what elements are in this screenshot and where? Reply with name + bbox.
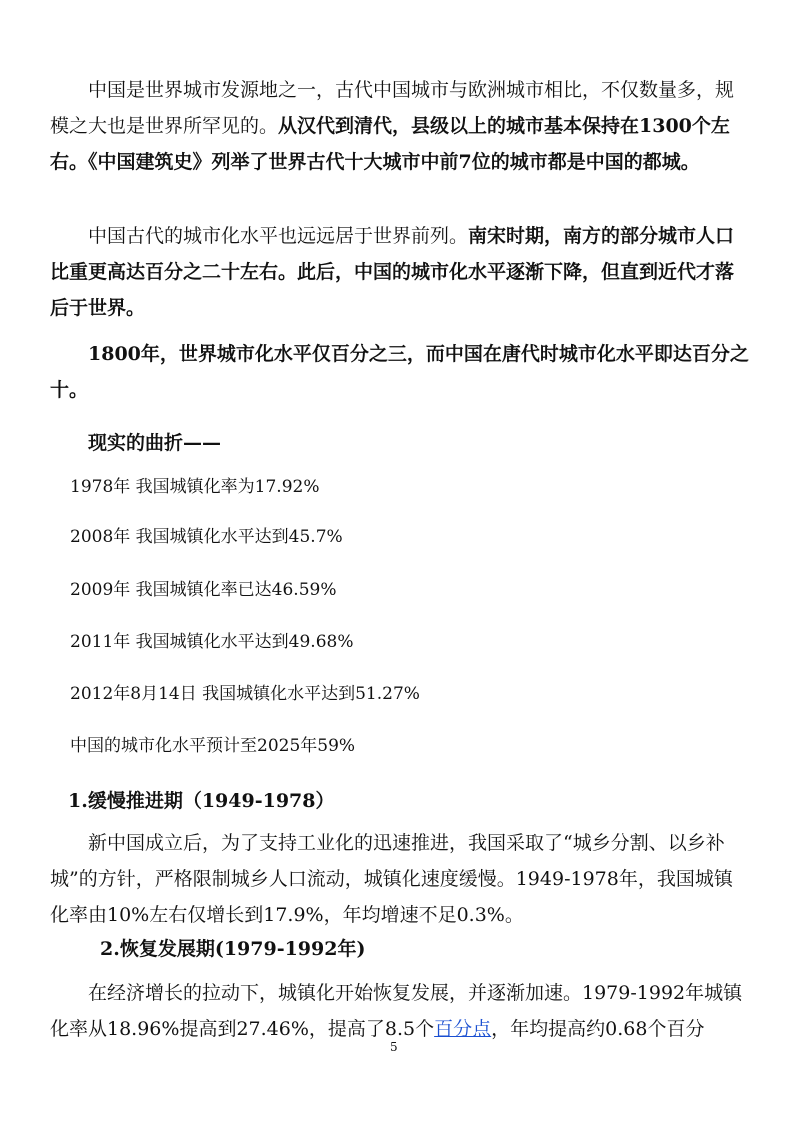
page-number: 5 — [390, 1040, 398, 1054]
paragraph-urbanization-history — [50, 218, 750, 326]
paragraph-1800-comparison — [50, 336, 750, 408]
percentage-point-link[interactable]: 百分点 — [434, 1018, 492, 1040]
section-2-body — [50, 975, 750, 1047]
section-2-heading: 2.恢复发展期(1979-1992年) — [100, 938, 366, 960]
paragraph-ancient-cities — [50, 72, 750, 180]
paragraph-bold-text: 从汉代到清代，县级以上的城市基本保持在1300个左右。《中国建筑史》列举了世界古代十大城市中前7位的城市都是中国的都城。 — [50, 115, 730, 173]
paragraph-text: 中国古代的城市化水平也远远居于世界前列。 — [88, 225, 469, 247]
milestone-2009: 2009年 我国城镇化率已达46.59% — [70, 580, 337, 600]
milestone-2025-forecast: 中国的城市化水平预计至2025年59% — [70, 736, 356, 756]
section-1-body: 新中国成立后，为了支持工业化的迅速推进，我国采取了“城乡分割、以乡补城”的方针，严格限制城乡人口流动，城镇化速度缓慢。1949-1978年，我国城镇化率由10%左右仅增长到17.9%，年均增速不足0.3%。 — [50, 832, 733, 926]
reality-heading: 现实的曲折—— — [88, 432, 222, 454]
paragraph-text: ，年均提高约0.68个百分 — [491, 1018, 705, 1040]
milestone-2012: 2012年8月14日 我国城镇化水平达到51.27% — [70, 684, 420, 704]
milestone-1978: 1978年 我国城镇化率为17.92% — [70, 477, 320, 497]
paragraph-text: 中国是世界城市发源地之一，古代中国城市与欧洲城市相比，不仅数量多，规模之大也是世界所罕见的。 — [50, 79, 735, 137]
section-1-heading: 1.缓慢推进期（1949-1978） — [68, 790, 335, 812]
milestone-2011: 2011年 我国城镇化水平达到49.68% — [70, 632, 354, 652]
paragraph-bold-text: 1800年，世界城市化水平仅百分之三，而中国在唐代时城市化水平即达百分之十。 — [50, 343, 749, 401]
milestone-2008: 2008年 我国城镇化水平达到45.7% — [70, 527, 343, 547]
paragraph-text: 在经济增长的拉动下，城镇化开始恢复发展，并逐渐加速。1979-1992年城镇化率从18.96%提高到27.46%，提高了8.5个 — [50, 982, 743, 1040]
paragraph-bold-text: 南宋时期，南方的部分城市人口比重更高达百分之二十左右。此后，中国的城市化水平逐渐下降，但直到近代才落后于世界。 — [50, 225, 735, 319]
